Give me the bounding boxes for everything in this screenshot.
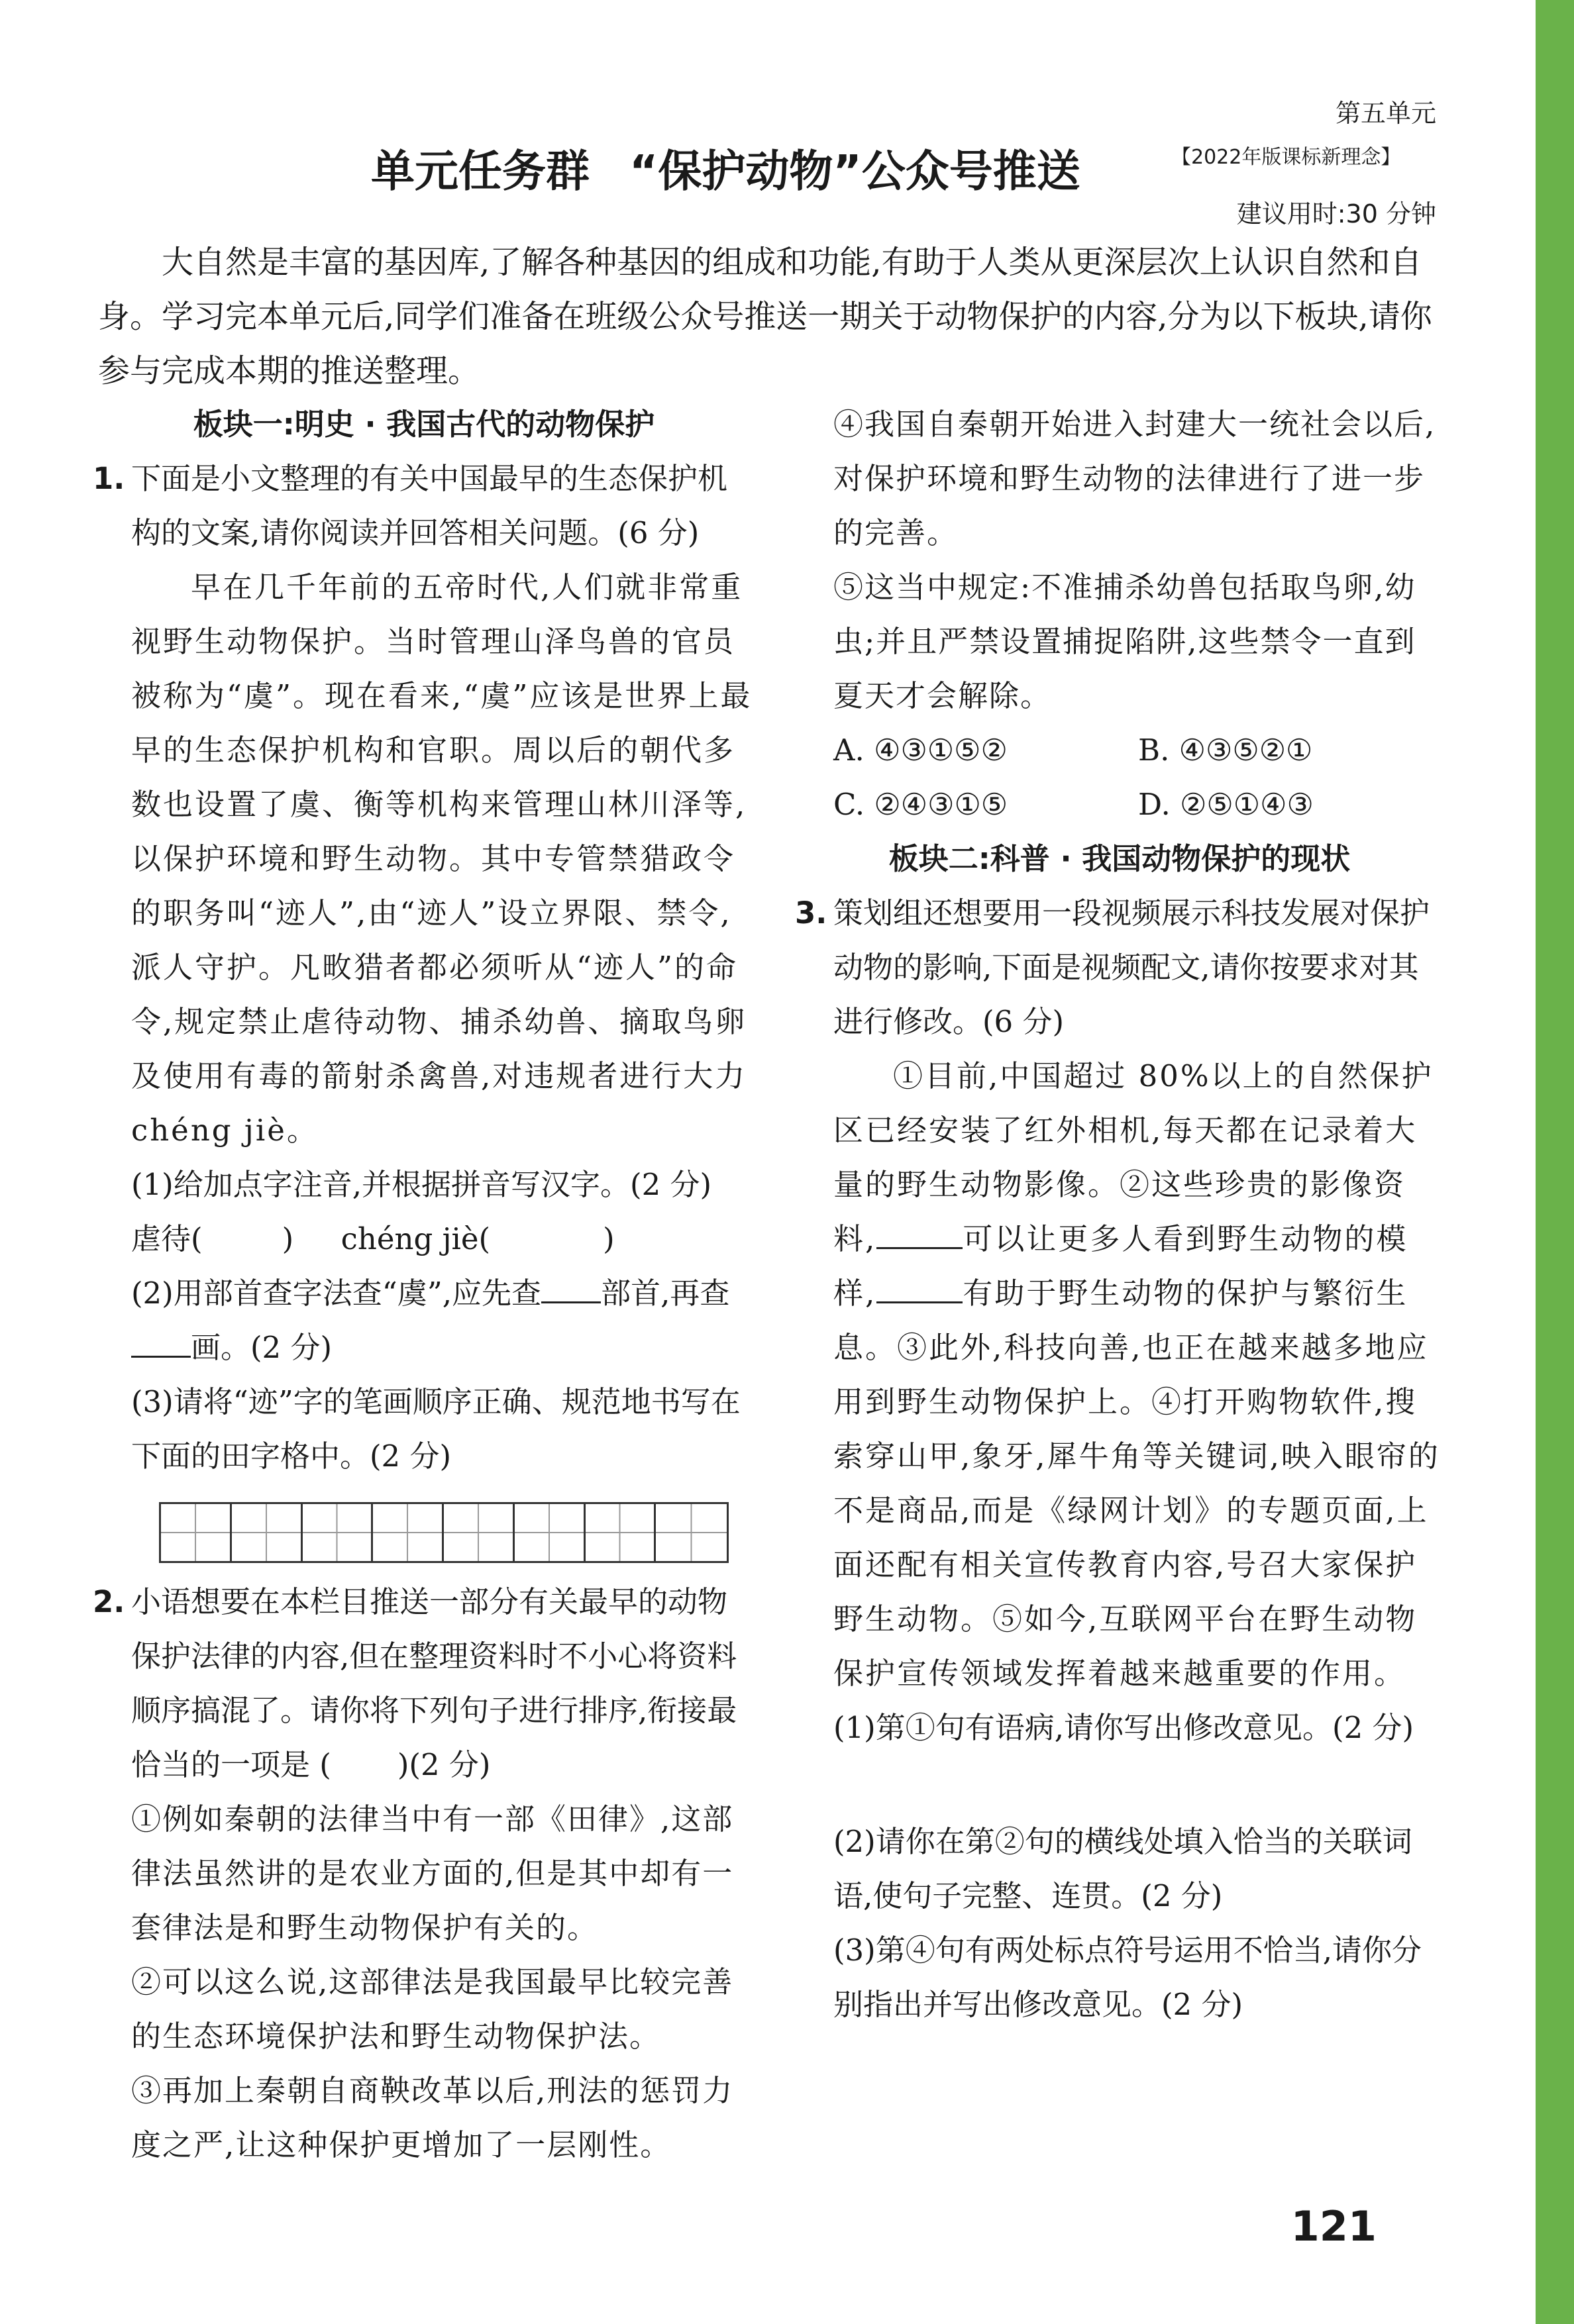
q2-option-b[interactable]: B. ④③⑤②① [1138, 733, 1313, 768]
q1-sub1-answer-line [93, 1212, 755, 1266]
q2-option-d[interactable]: D. ②⑤①④③ [1138, 787, 1314, 822]
q1-sub1-pinyin-close: ) [603, 1221, 615, 1256]
q3-blank-1[interactable] [876, 1214, 963, 1249]
q3-passage-a: ①目前,中国超过 80%以上的自然保护区已经安装了红外相机,每天都在记录着大量的野生动物影像。②这些珍贵的影像资料, [833, 1058, 1434, 1256]
q2-stem-end: )(2 分) [397, 1747, 491, 1782]
q2-item-5: ⑤这当中规定:不准捕杀幼兽包括取鸟卵,幼虫;并且严禁设置捕捉陷阱,这些禁令一直到夏天才会解除。 [833, 570, 1416, 713]
q2-item-2: ②可以这么说,这部律法是我国最早比较完善的生态环境保护法和野生动物保护法。 [131, 1964, 734, 2054]
q1-sub2-part-c: 画。(2 分) [191, 1330, 333, 1365]
left-column [93, 397, 755, 2172]
q3-stem [795, 886, 1444, 1049]
q2-options [795, 723, 1444, 832]
section1-title: 板块一:明史 · 我国古代的动物保护 [193, 407, 655, 442]
grid-cell[interactable] [444, 1504, 515, 1561]
q3-passage-c: 有助于野生动物的保护与繁衍生息。③此外,科技向善,也正在越来越多地应用到野生动物保护上。④打开购物软件,搜索穿山甲,象牙,犀牛角等关键词,映入眼帘的不是商品,而是《绿网计划》的专题页面,上面还配有相关宣传教育内容,号召大家保护野生动物。⑤如今,互联网平台在野生动物保护宣传领域发挥着越来越重要的作用。 [833, 1276, 1440, 1691]
q1-stem [93, 452, 755, 560]
q2-stem-text: 小语想要在本栏目推送一部分有关最早的动物保护法律的内容,但在整理资料时不小心将资料顺序搞混了。请你将下列句子进行排序,衔接最恰当的一项是 ( [131, 1584, 737, 1782]
grid-cell[interactable] [373, 1504, 444, 1561]
q2-item-4: ④我国自秦朝开始进入封建大一统社会以后,对保护环境和野生动物的法律进行了进一步的完善。 [833, 407, 1436, 550]
grid-cell[interactable] [232, 1504, 303, 1561]
q3-passage-b: 可以让更多人看到野生动物的模样, [833, 1221, 1408, 1311]
q2-item-3: ③再加上秦朝自商鞅改革以后,刑法的惩罚力度之严,让这种保护更增加了一层刚性。 [131, 2073, 734, 2162]
q2-number: 2. [93, 1584, 125, 1619]
q3-sub1: (1)第①句有语病,请你写出修改意见。(2 分) [833, 1710, 1414, 1745]
q1-sub2 [93, 1266, 755, 1375]
q3-stem-text: 策划组还想要用一段视频展示科技发展对保护动物的影响,下面是视频配文,请你按要求对其进行修改。(6 分) [833, 895, 1430, 1039]
q2-stem [93, 1575, 755, 1792]
q1-sub2-blank-radical[interactable] [541, 1268, 601, 1303]
page-number: 121 [1290, 2202, 1377, 2250]
q2-option-a[interactable]: A. ④③①⑤② [833, 733, 1008, 768]
q3-passage [795, 1049, 1444, 1701]
q3-sub3: (3)第④句有两处标点符号运用不恰当,请你分别指出并写出修改意见。(2 分) [833, 1933, 1422, 2022]
grid-cell[interactable] [656, 1504, 727, 1561]
q1-sub1: (1)给加点字注音,并根据拼音写汉字。(2 分) [131, 1167, 712, 1202]
grid-cell[interactable] [303, 1504, 374, 1561]
q2-item-1: ①例如秦朝的法律当中有一部《田律》,这部律法虽然讲的是农业方面的,但是其中却有一套律法是和野生动物保护有关的。 [131, 1801, 734, 1945]
intro-paragraph: 大自然是丰富的基因库,了解各种基因的组成和功能,有助于人类从更深层次上认识自然和自身。学习完本单元后,同学们准备在班级公众号推送一期关于动物保护的内容,分为以下板块,请你参与完成本期的推送整理。 [98, 244, 1432, 389]
q1-sub2-blank-strokes[interactable] [131, 1323, 191, 1358]
q3-blank-2[interactable] [876, 1268, 963, 1303]
grid-cell[interactable] [515, 1504, 586, 1561]
right-column [795, 397, 1444, 2032]
section2-title: 板块二:科普 · 我国动物保护的现状 [888, 841, 1351, 876]
q1-sub1-word: 虐待( [131, 1221, 203, 1256]
q1-passage: 早在几千年前的五帝时代,人们就非常重视野生动物保护。当时管理山泽鸟兽的官员被称为“虞”。现在看来,“虞”应该是世界上最早的生态保护机构和官职。周以后的朝代多数也设置了虞、衡等机构来管理山林川泽等,以保护环境和野生动物。其中专管禁猎政令的职务叫“迹人”,由“迹人”设立界限、禁令,派人守护。凡畋猎者都必须听从“迹人”的命令,规定禁止虐待动物、捕杀幼兽、摘取鸟卵及使用有毒的箭射杀禽兽,对违规者进行大力 chéng jiè。 [131, 570, 753, 1148]
q1-number: 1. [93, 461, 125, 496]
curriculum-badge: 【2022年版课标新理念】 [1171, 146, 1401, 169]
tianzige-grid[interactable] [159, 1502, 729, 1563]
unit-label: 第五单元 [1335, 99, 1436, 128]
grid-cell[interactable] [161, 1504, 232, 1561]
page-title [371, 136, 1080, 199]
q3-sub2: (2)请你在第②句的横线处填入恰当的关联词语,使句子完整、连贯。(2 分) [833, 1824, 1412, 1913]
q1-sub3: (3)请将“迹”字的笔画顺序正确、规范地书写在下面的田字格中。(2 分) [131, 1384, 741, 1474]
title-part1: 单元任务群 [371, 146, 590, 197]
q1-sub2-part-a: (2)用部首查字法查“虞”,应先查 [131, 1276, 542, 1311]
q1-sub1-close: ) [282, 1221, 294, 1256]
q3-sub1-answer-space[interactable] [795, 1755, 1444, 1815]
q3-number: 3. [795, 895, 827, 931]
grid-cell[interactable] [586, 1504, 656, 1561]
q1-sub1-pinyin: chéng jiè( [341, 1221, 491, 1256]
q1-sub2-part-b: 部首,再查 [601, 1276, 730, 1311]
q1-stem-text: 下面是小文整理的有关中国最早的生态保护机构的文案,请你阅读并回答相关问题。(6 分) [131, 461, 728, 550]
suggested-time: 建议用时:30 分钟 [1236, 199, 1436, 228]
q2-option-c[interactable]: C. ②④③①⑤ [833, 787, 1008, 822]
title-part2: “保护动物”公众号推送 [629, 146, 1080, 197]
